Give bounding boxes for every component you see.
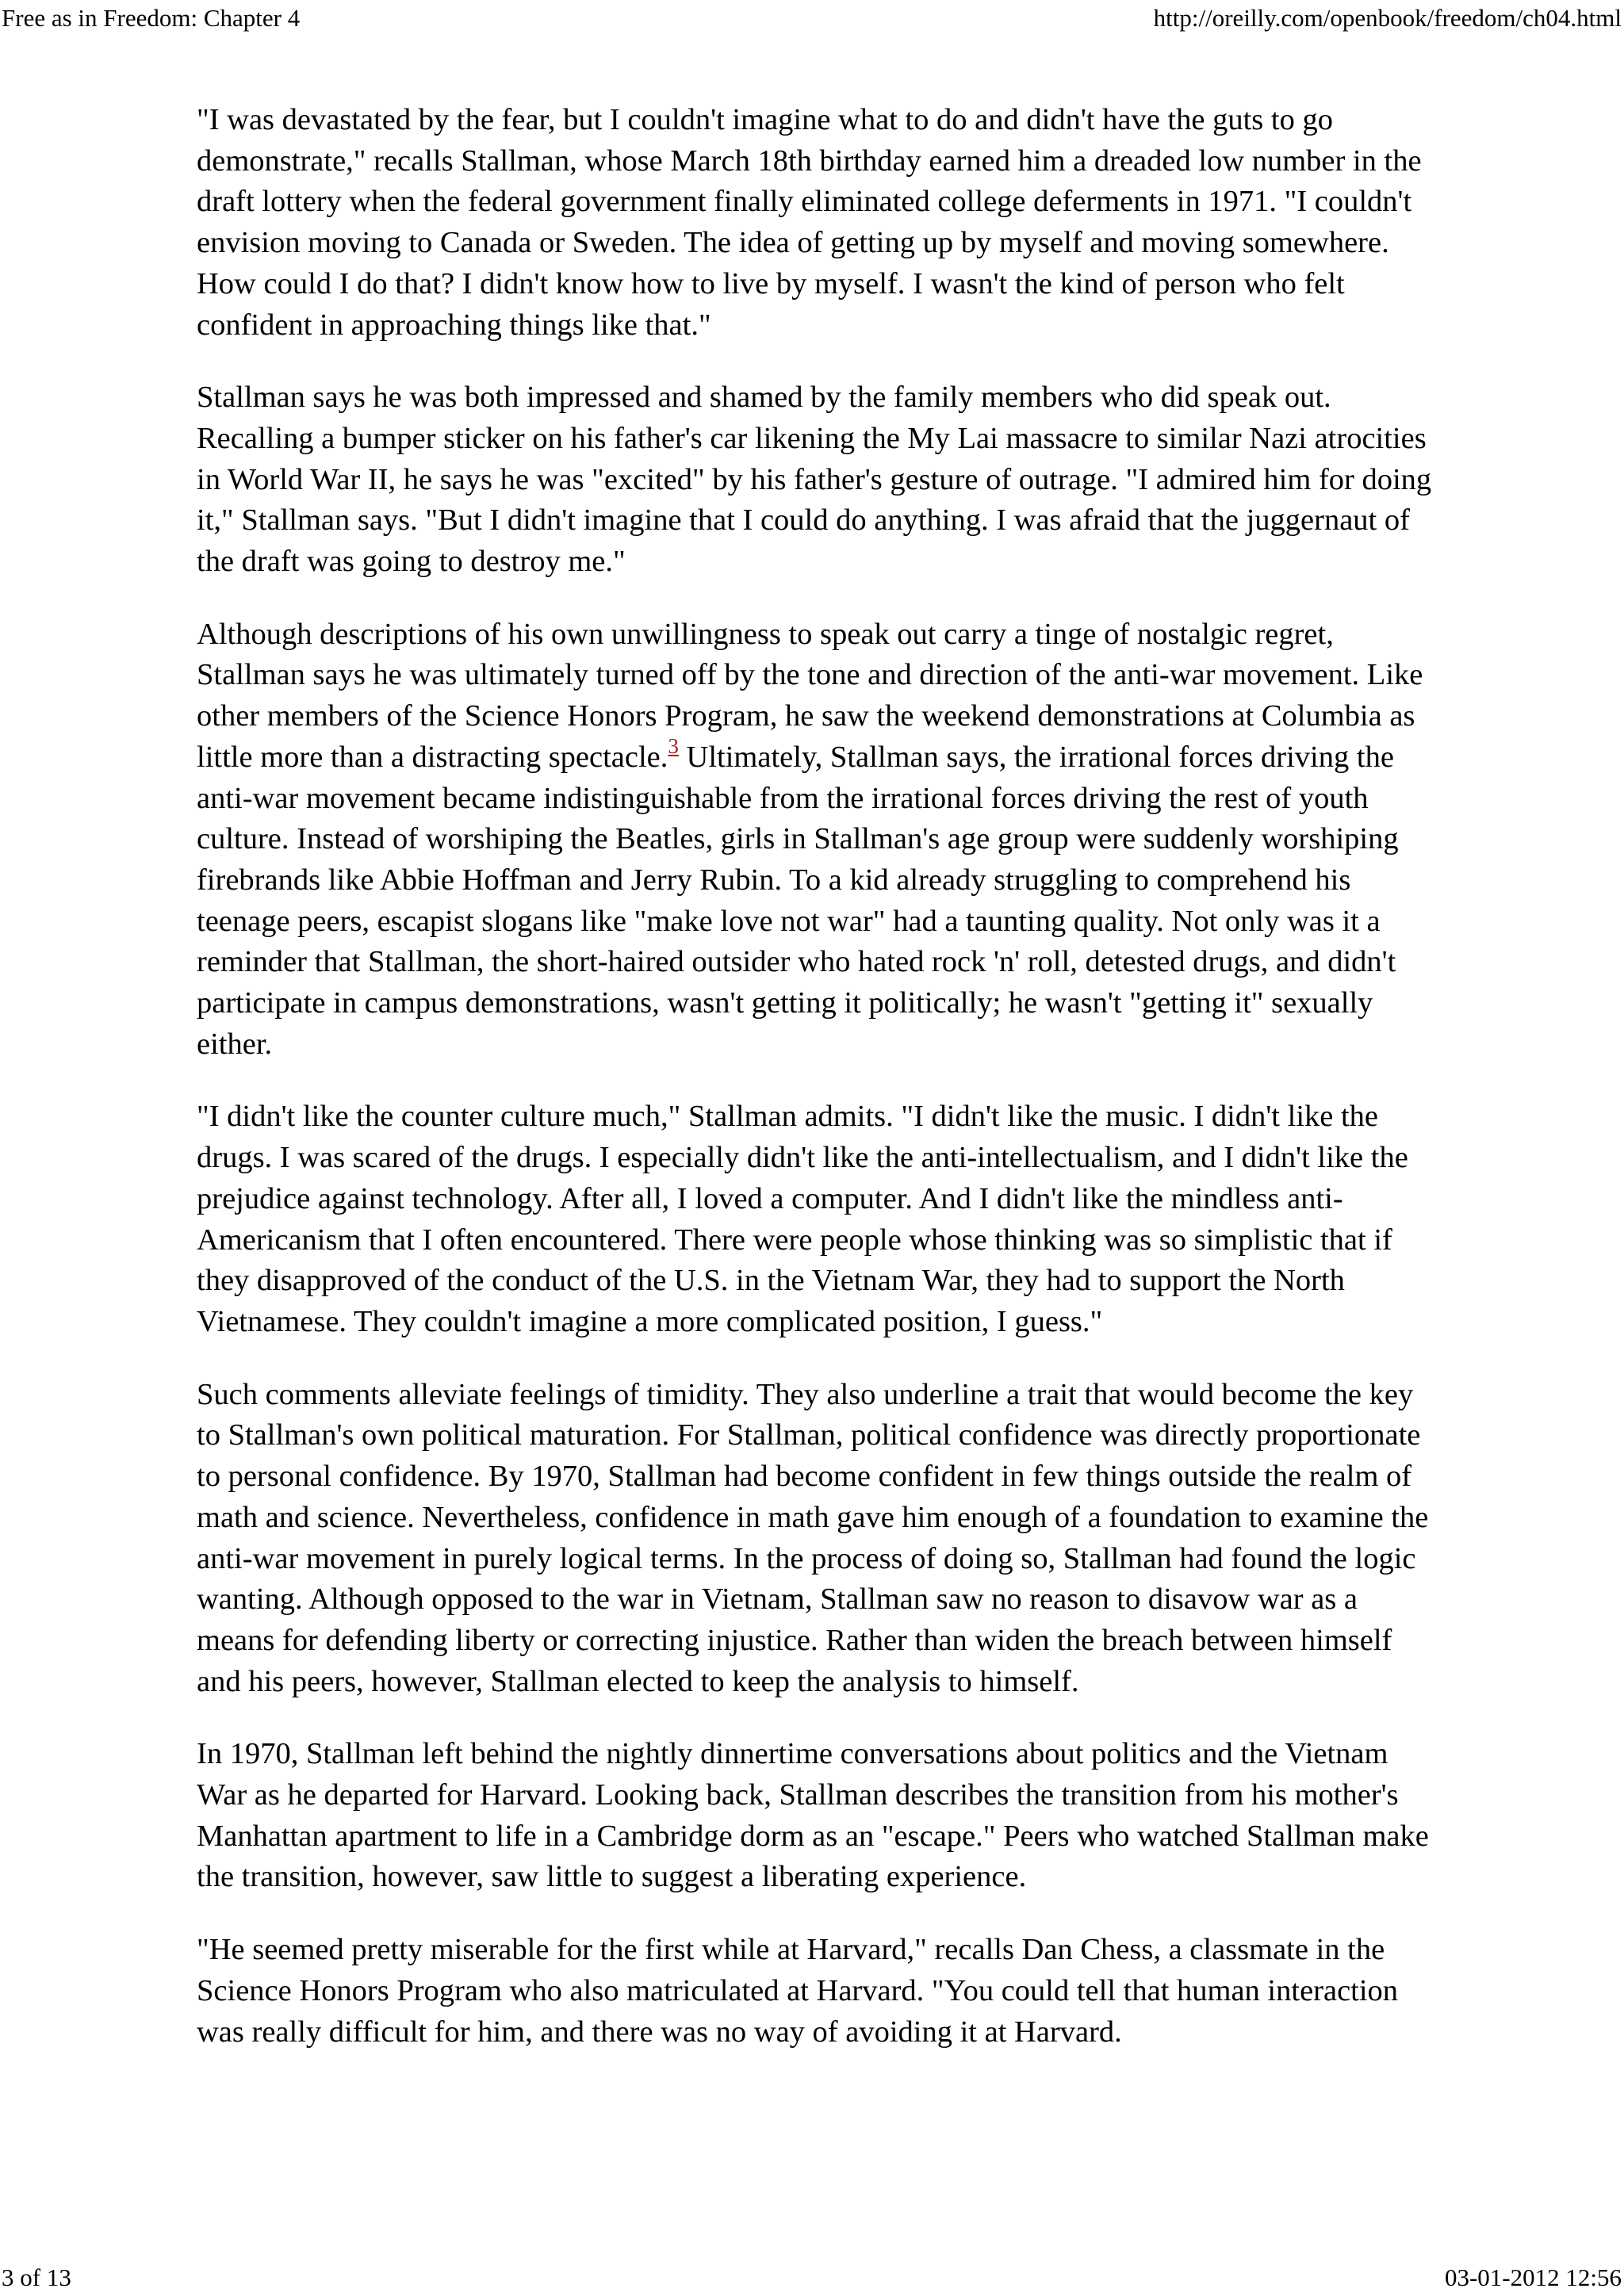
print-timestamp: 03-01-2012 12:56 [1444,2263,1622,2291]
footnote-link[interactable]: 3 [668,733,679,758]
paragraph: "He seemed pretty miserable for the first while at Harvard," recalls Dan Chess, a classmate in the Science Honors Program who also matriculated at Harvard. "You could tell that human interaction was really difficult for him, and there was no way of avoiding it at Harvard. [197,1933,1399,2049]
chapter-text [197,100,1434,2084]
paragraph: "I was devastated by the fear, but I couldn't imagine what to do and didn't have the guts to go demonstrate," recalls Stallman, whose March 18th birthday earned him a dreaded low number in the draft lottery when the federal government finally eliminated college deferments in 1971. "I couldn't envision moving to Canada or Sweden. The idea of getting up by myself and moving somewhere. How could I do that? I didn't know how to live by myself. I wasn't the kind of person who felt confident in approaching things like that." [197,103,1422,342]
paragraph: Stallman says he was both impressed and shamed by the family members who did speak out. Recalling a bumper sticker on his father's car likening the My Lai massacre to similar Nazi atrocities in World War II, he says he was "excited" by his father's gesture of outrage. "I admired him for doing it," Stallman says. "But I didn't imagine that I could do anything. I was afraid that the juggernaut of the draft was going to destroy me." [197,381,1432,579]
paragraph: Such comments alleviate feelings of timidity. They also underline a trait that would become the key to Stallman's own political maturation. For Stallman, political confidence was directly proportionate to personal confidence. By 1970, Stallman had become confident in few things outside the realm of math and science. Nevertheless, confidence in math gave him enough of a foundation to examine the anti-war movement in purely logical terms. In the process of doing so, Stallman had found the logic wanting. Although opposed to the war in Vietnam, Stallman saw no reason to disavow war as a means for defending liberty or correcting injustice. Rather than widen the breach between himself and his peers, however, Stallman elected to keep the analysis to himself. [197,1377,1429,1698]
paragraph: "I didn't like the counter culture much," Stallman admits. "I didn't like the music. I didn't like the drugs. I was scared of the drugs. I especially didn't like the anti-intellectualism, and I didn't like the prejudice against technology. After all, I loved a computer. And I didn't like the mindless anti-Americanism that I often encountered. There were people whose thinking was so simplistic that if they disapproved of the conduct of the U.S. in the Vietnam War, they had to support the North Vietnamese. They couldn't imagine a more complicated position, I guess." [197,1100,1408,1338]
paragraph: In 1970, Stallman left behind the nightly dinnertime conversations about politics and the Vietnam War as he departed for Harvard. Looking back, Stallman describes the transition from his mother's Manhattan apartment to life in a Cambridge dorm as an "escape." Peers who watched Stallman make the transition, however, saw little to suggest a liberating experience. [197,1737,1429,1894]
paragraph-text: Although descriptions of his own unwillingness to speak out carry a tinge of nostalgic regret, Stallman says he was ultimately turned off by the tone and direction of the anti-war movement. Like other members of the Science Honors Program, he saw the weekend demonstrations at Columbia as little more than a distracting spectacle. [197,617,1423,774]
paragraph-text: Ultimately, Stallman says, the irrational forces driving the anti-war movement became indistinguishable from the irrational forces driving the rest of youth culture. Instead of worshiping the Beatles, girls in Stallman's age group were suddenly worshiping firebrands like Abbie Hoffman and Jerry Rubin. To a kid already struggling to comprehend his teenage peers, escapist slogans like "make love not war" had a taunting quality. Not only was it a reminder that Stallman, the short-haired outsider who hated rock 'n' roll, detested drugs, and didn't participate in campus demonstrations, wasn't getting it politically; he wasn't "getting it" sexually either. [197,740,1399,1061]
page-title: Free as in Freedom: Chapter 4 [2,4,301,32]
page-url: http://oreilly.com/openbook/freedom/ch04.html [1153,4,1622,32]
paragraph [197,614,1434,1066]
page-counter: 3 of 13 [2,2263,71,2291]
